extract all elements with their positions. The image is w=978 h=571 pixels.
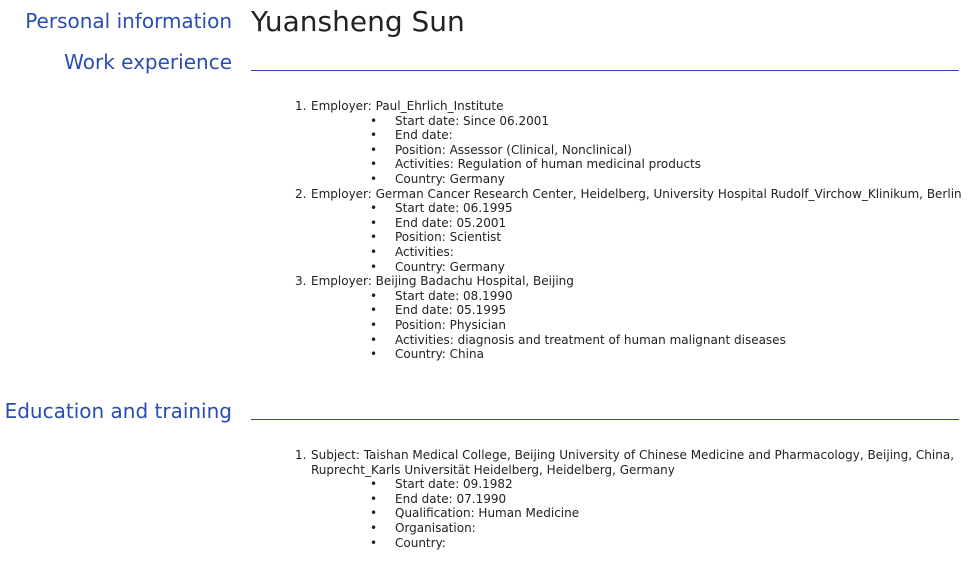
- detail-item: • Activities: Regulation of human medicinal products: [395, 157, 965, 172]
- work-experience-divider: [251, 70, 959, 71]
- education-training-label: Education and training: [4, 399, 232, 423]
- subject-text: Subject: Taishan Medical College, Beijing University of Chinese Medicine and Pharmacology, Beijing, China, Ruprecht_Karls Universität Heidelberg, Heidelberg, Germany: [311, 448, 955, 477]
- detail-item: • Start date: Since 06.2001: [395, 114, 965, 129]
- work-entry: [295, 274, 965, 362]
- detail-item: • Country:: [395, 536, 965, 551]
- detail-item: • End date: 05.1995: [395, 303, 965, 318]
- detail-item: • End date: 05.2001: [395, 216, 965, 231]
- education-entry: [295, 448, 965, 550]
- employer-text: Employer: Paul_Ehrlich_Institute: [311, 99, 504, 113]
- detail-item: • Country: Germany: [395, 260, 965, 275]
- detail-item: • Start date: 06.1995: [395, 201, 965, 216]
- entry-number: 3.: [295, 274, 307, 289]
- detail-item: • End date:: [395, 128, 965, 143]
- work-experience-list: [295, 99, 965, 362]
- work-experience-label: Work experience: [64, 50, 232, 74]
- entry-details: [311, 477, 965, 550]
- employer-text: Employer: German Cancer Research Center, Heidelberg, University Hospital Rudolf_Virchow_Klinikum, Berlin: [311, 186, 962, 201]
- education-list: [295, 448, 965, 550]
- detail-item: • Qualification: Human Medicine: [395, 506, 965, 521]
- detail-item: • Country: China: [395, 347, 965, 362]
- detail-item: • Start date: 09.1982: [395, 477, 965, 492]
- entry-number: 2.: [295, 186, 307, 201]
- entry-details: [311, 289, 965, 362]
- person-name: Yuansheng Sun: [251, 5, 465, 38]
- employer-text: Employer: Beijing Badachu Hospital, Beijing: [311, 274, 574, 289]
- detail-item: • Activities: diagnosis and treatment of human malignant diseases: [395, 333, 965, 348]
- entry-number: 1.: [295, 99, 307, 113]
- detail-item: • Start date: 08.1990: [395, 289, 965, 304]
- detail-item: • Position: Scientist: [395, 230, 965, 245]
- personal-information-label: Personal information: [25, 9, 232, 33]
- detail-item: • Organisation:: [395, 521, 965, 536]
- entry-details: [311, 114, 965, 187]
- detail-item: • End date: 07.1990: [395, 492, 965, 507]
- entry-number: 1.: [295, 448, 307, 462]
- work-entry: [295, 187, 965, 275]
- detail-item: • Country: Germany: [395, 172, 965, 187]
- entry-details: [311, 201, 965, 274]
- education-training-divider: [251, 419, 959, 420]
- detail-item: • Position: Physician: [395, 318, 965, 333]
- detail-item: • Position: Assessor (Clinical, Nonclinical): [395, 143, 965, 158]
- detail-item: • Activities:: [395, 245, 965, 260]
- work-entry: [295, 99, 965, 187]
